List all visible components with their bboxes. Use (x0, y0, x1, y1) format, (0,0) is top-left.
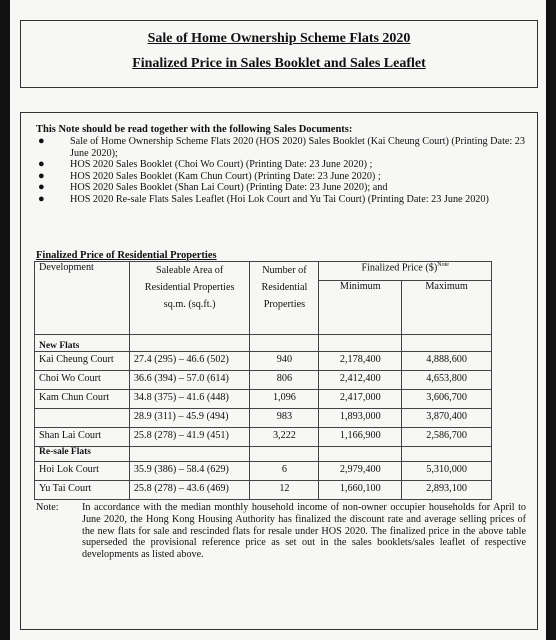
header-price: Finalized Price ($)$^{Note}$ (319, 262, 492, 281)
table-row (35, 462, 492, 481)
number-cell: 12 (250, 481, 319, 500)
min-price-cell: 2,178,400 (319, 352, 402, 371)
max-price-cell: 4,888,600 (402, 352, 492, 371)
document-title: Sale of Home Ownership Scheme Flats 2020 (147, 31, 411, 46)
footnote (36, 502, 526, 561)
max-price-cell: 4,653,800 (402, 371, 492, 390)
max-price-cell: 5,310,000 (402, 462, 492, 481)
number-cell: 1,096 (250, 390, 319, 409)
number-cell: 6 (250, 462, 319, 481)
header-number: Number of Residential Properties (250, 262, 319, 335)
header-area: Saleable Area of Residential Properties sq.m. (sq.ft.) (129, 262, 250, 335)
header-minimum: Minimum (319, 281, 402, 335)
bullet-icon: ● (38, 158, 45, 171)
number-cell: 983 (250, 409, 319, 428)
min-price-cell: 2,979,400 (319, 462, 402, 481)
number-cell: 3,222 (250, 428, 319, 447)
document-page (10, 0, 546, 640)
development-cell: Hoi Lok Court (35, 462, 130, 481)
list-item: ● HOS 2020 Sales Booklet (Choi Wo Court) (Printing Date: 23 June 2020) ; (38, 158, 373, 171)
table-row (35, 390, 492, 409)
header-development: Development (35, 262, 130, 335)
min-price-cell: 2,412,400 (319, 371, 402, 390)
note-text: In accordance with the median monthly household income of non-owner occupier households for April to June 2020, the Hong Kong Housing Authority has finalized the discount rate and average selling prices of the new flats for sale and rescinded flats for resale under HOS 2020. The finalized price in the above table superseded the provisional reference price as set out in the sales booklets/sales leaflet of respective developments as listed above. (82, 502, 526, 561)
max-price-cell: 3,606,700 (402, 390, 492, 409)
max-price-cell: 2,586,700 (402, 428, 492, 447)
min-price-cell: 1,660,100 (319, 481, 402, 500)
development-cell: Kam Chun Court (35, 390, 130, 409)
min-price-cell: 1,893,000 (319, 409, 402, 428)
list-item: ● HOS 2020 Sales Booklet (Kam Chun Court) (Printing Date: 23 June 2020) ; (38, 169, 381, 182)
bullet-icon: ● (38, 192, 45, 205)
note-label: Note: (36, 502, 59, 513)
new-flats-label: New Flats (35, 335, 130, 352)
table-row (35, 371, 492, 390)
table-row (35, 409, 492, 428)
max-price-cell: 3,870,400 (402, 409, 492, 428)
bullet-icon: ● (38, 169, 45, 182)
table-row (35, 428, 492, 447)
area-cell: 35.9 (386) – 58.4 (629) (129, 462, 250, 481)
development-cell: Choi Wo Court (35, 371, 130, 390)
development-cell: Yu Tai Court (35, 481, 130, 500)
bullet-icon: ● (38, 181, 45, 194)
min-price-cell: 1,166,900 (319, 428, 402, 447)
section-title: Finalized Price of Residential Properties (36, 250, 217, 261)
bullet-icon: ● (38, 135, 45, 147)
list-item: ● Sale of Home Ownership Scheme Flats 2020 (HOS 2020) Sales Booklet (Kai Cheung Court) (Printing Date: 23 June 2020); (38, 135, 525, 159)
resale-flats-rows (35, 462, 492, 500)
sales-documents-list (36, 136, 526, 206)
min-price-cell: 2,417,000 (319, 390, 402, 409)
number-cell: 806 (250, 371, 319, 390)
price-table (34, 261, 492, 500)
resale-flats-label: Re-sale Flats (35, 447, 130, 462)
area-cell: 25.8 (278) – 41.9 (451) (129, 428, 250, 447)
max-price-cell: 2,893,100 (402, 481, 492, 500)
area-cell: 34.8 (375) – 41.6 (448) (129, 390, 250, 409)
area-cell: 36.6 (394) – 57.0 (614) (129, 371, 250, 390)
intro-text: This Note should be read together with the following Sales Documents: (36, 124, 353, 135)
new-flats-rows (35, 352, 492, 447)
area-cell: 27.4 (295) – 46.6 (502) (129, 352, 250, 371)
development-cell: Kai Cheung Court (35, 352, 130, 371)
document-subtitle: Finalized Price in Sales Booklet and Sales Leaflet (132, 56, 426, 71)
table-row (35, 481, 492, 500)
area-cell: 25.8 (278) – 43.6 (469) (129, 481, 250, 500)
table-row (35, 352, 492, 371)
list-item: ● HOS 2020 Sales Booklet (Shan Lai Court) (Printing Date: 23 June 2020); and (38, 181, 388, 194)
development-cell (35, 409, 130, 428)
area-cell: 28.9 (311) – 45.9 (494) (129, 409, 250, 428)
development-cell: Shan Lai Court (35, 428, 130, 447)
header-box (20, 20, 538, 88)
header-maximum: Maximum (402, 281, 492, 335)
note-superscript: Note (437, 262, 449, 268)
list-item: ● HOS 2020 Re-sale Flats Sales Leaflet (Hoi Lok Court and Yu Tai Court) (Printing Date: 23 June 2020) (38, 192, 489, 205)
number-cell: 940 (250, 352, 319, 371)
